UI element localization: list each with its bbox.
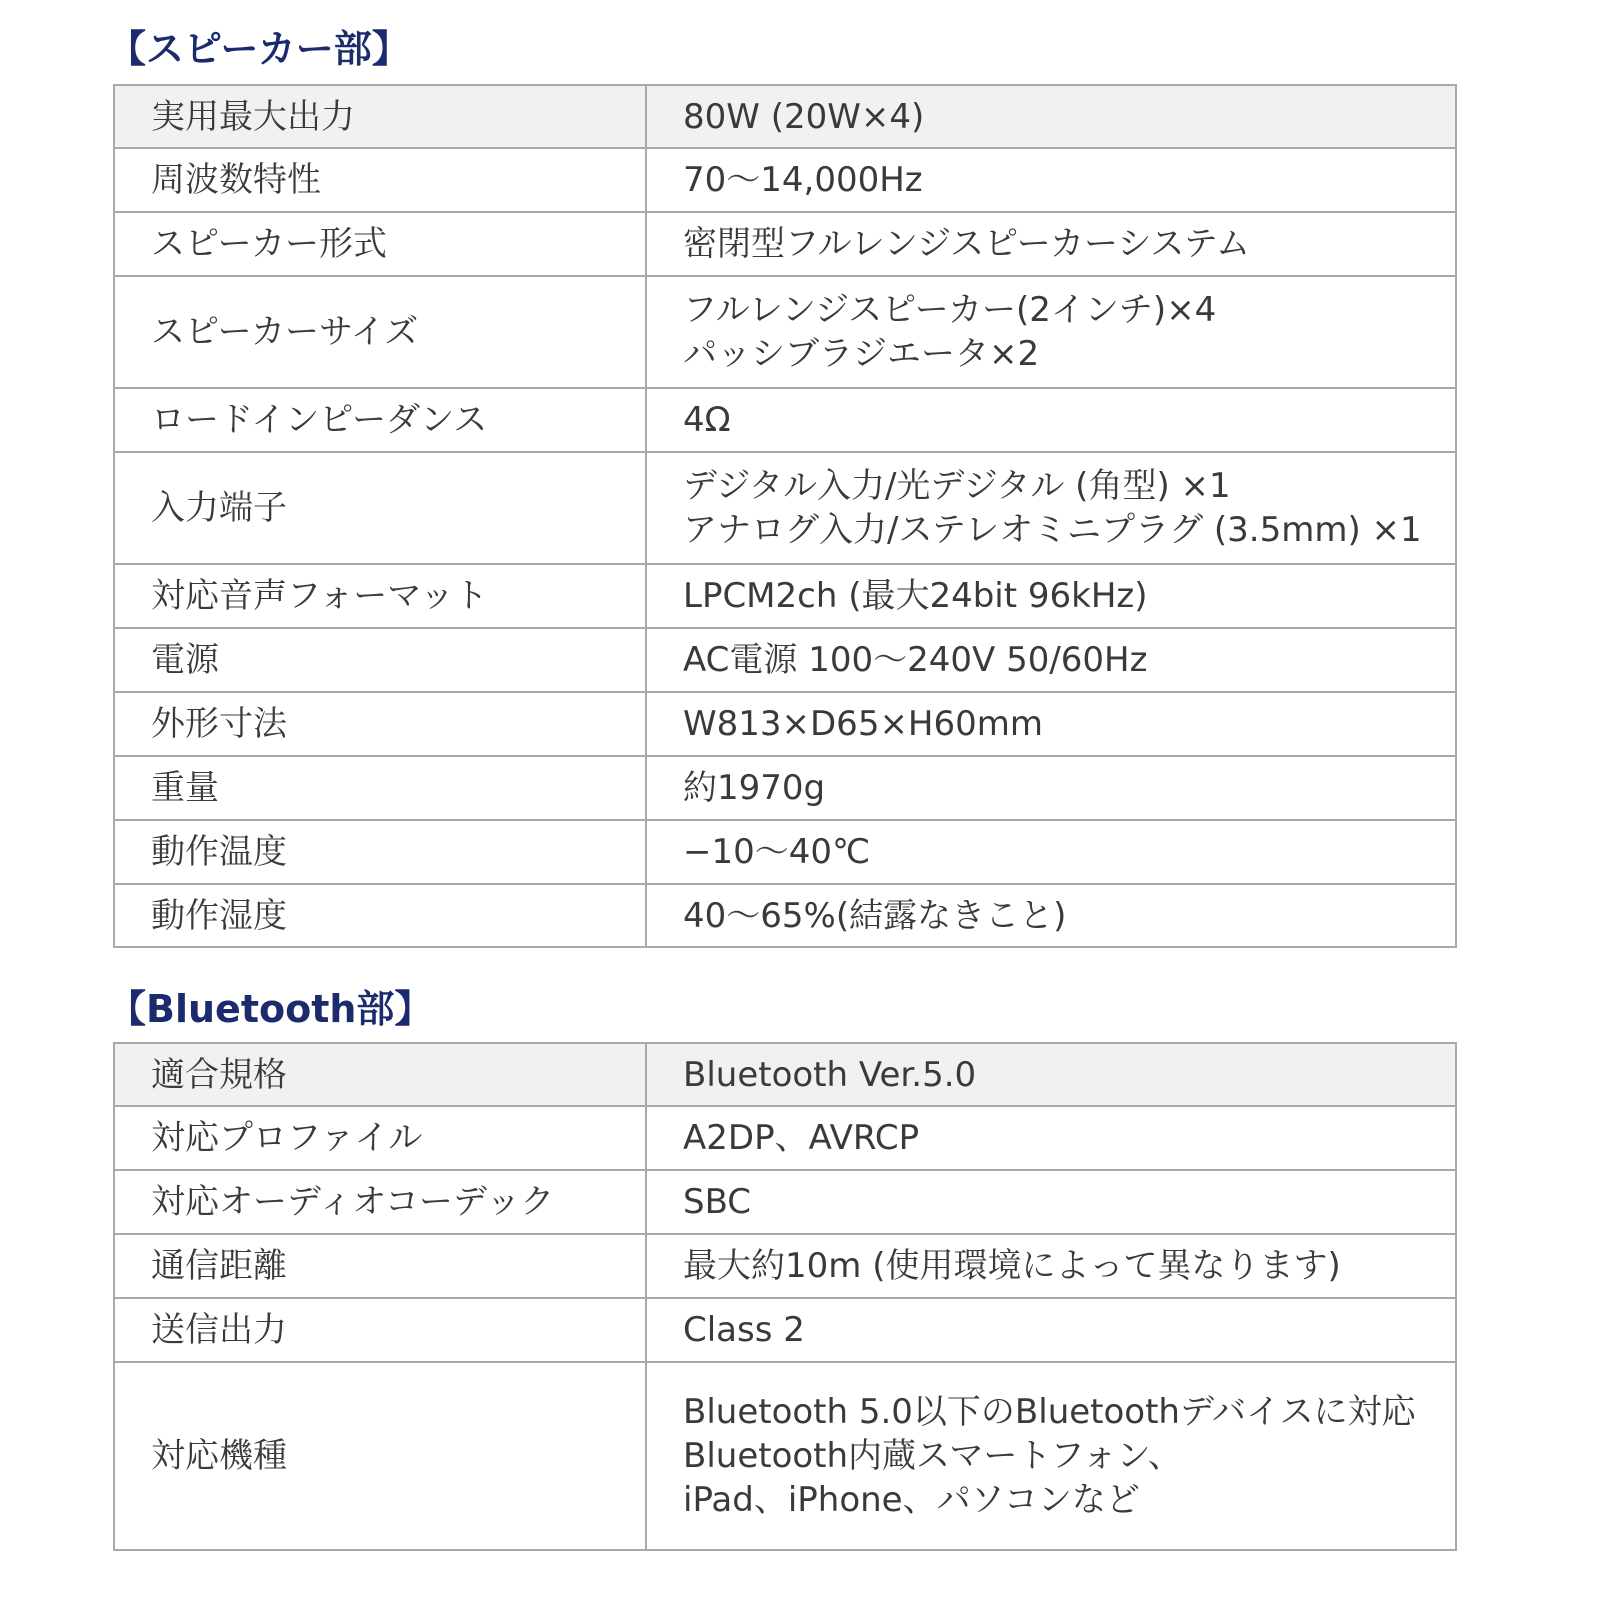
spec-value-line: 密閉型フルレンジスピーカーシステム	[683, 224, 1250, 264]
spec-value-line: AC電源 100〜240V 50/60Hz	[683, 640, 1148, 680]
spec-row	[114, 1170, 1456, 1234]
spec-row	[114, 564, 1456, 628]
spec-value-line: Class 2	[683, 1310, 805, 1350]
spec-row	[114, 820, 1456, 884]
speaker-spec-table	[113, 84, 1457, 948]
spec-row	[114, 1043, 1456, 1106]
spec-row	[114, 452, 1456, 564]
spec-value-line: Bluetooth 5.0以下のBluetoothデバイスに対応	[683, 1392, 1416, 1432]
speaker-section-title: 【スピーカー部】	[108, 27, 410, 71]
spec-value	[646, 276, 1456, 388]
spec-value-line: 40〜65%(結露なきこと)	[683, 895, 1067, 936]
spec-label: スピーカーサイズ	[114, 276, 646, 388]
spec-row	[114, 1362, 1456, 1550]
spec-value-line: 約1970g	[683, 768, 826, 808]
spec-row	[114, 276, 1456, 388]
spec-value	[646, 1106, 1456, 1170]
spec-row	[114, 148, 1456, 212]
spec-value-line: 80W (20W×4)	[683, 96, 925, 137]
spec-value	[646, 148, 1456, 212]
spec-value-line: −10〜40℃	[683, 832, 871, 872]
spec-value	[646, 452, 1456, 564]
spec-label: 適合規格	[114, 1043, 646, 1106]
spec-value-line: A2DP、AVRCP	[683, 1118, 920, 1158]
spec-row	[114, 1106, 1456, 1170]
spec-value	[646, 1362, 1456, 1550]
spec-label: 送信出力	[114, 1298, 646, 1362]
spec-value	[646, 85, 1456, 148]
spec-value-line: Bluetooth Ver.5.0	[683, 1054, 977, 1095]
spec-value-line: Bluetooth内蔵スマートフォン、	[683, 1436, 1182, 1476]
spec-row	[114, 388, 1456, 452]
spec-value	[646, 1298, 1456, 1362]
spec-row	[114, 1234, 1456, 1298]
spec-label: 外形寸法	[114, 692, 646, 756]
spec-value	[646, 388, 1456, 452]
spec-value	[646, 692, 1456, 756]
spec-label: 対応機種	[114, 1362, 646, 1550]
spec-label: ロードインピーダンス	[114, 388, 646, 452]
spec-label: 通信距離	[114, 1234, 646, 1298]
spec-value	[646, 628, 1456, 692]
spec-value-line: LPCM2ch (最大24bit 96kHz)	[683, 576, 1148, 616]
spec-label: 対応プロファイル	[114, 1106, 646, 1170]
spec-value-line: 70〜14,000Hz	[683, 160, 923, 200]
spec-label: 重量	[114, 756, 646, 820]
spec-value	[646, 1043, 1456, 1106]
spec-value-line: 最大約10m (使用環境によって異なります)	[683, 1246, 1341, 1286]
spec-label: 実用最大出力	[114, 85, 646, 148]
spec-value-line: パッシブラジエータ×2	[683, 334, 1040, 374]
spec-value-line: W813×D65×H60mm	[683, 704, 1044, 744]
spec-value-line: iPad、iPhone、パソコンなど	[683, 1480, 1140, 1520]
spec-row	[114, 1298, 1456, 1362]
spec-label: スピーカー形式	[114, 212, 646, 276]
spec-row	[114, 212, 1456, 276]
spec-value-line: デジタル入力/光デジタル (角型) ×1	[683, 466, 1231, 506]
spec-value	[646, 564, 1456, 628]
spec-label: 周波数特性	[114, 148, 646, 212]
spec-value	[646, 1170, 1456, 1234]
spec-row	[114, 628, 1456, 692]
spec-row	[114, 85, 1456, 148]
spec-value	[646, 756, 1456, 820]
spec-row	[114, 692, 1456, 756]
spec-label: 電源	[114, 628, 646, 692]
spec-value-line: 4Ω	[683, 400, 731, 440]
spec-row	[114, 884, 1456, 947]
spec-value	[646, 1234, 1456, 1298]
spec-label: 動作湿度	[114, 884, 646, 947]
spec-value	[646, 820, 1456, 884]
spec-label: 対応音声フォーマット	[114, 564, 646, 628]
bluetooth-section-title: 【Bluetooth部】	[108, 987, 433, 1031]
spec-value-line: フルレンジスピーカー(2インチ)×4	[683, 290, 1217, 330]
spec-row	[114, 756, 1456, 820]
spec-label: 入力端子	[114, 452, 646, 564]
bluetooth-spec-table	[113, 1042, 1457, 1551]
spec-label: 動作温度	[114, 820, 646, 884]
spec-value	[646, 212, 1456, 276]
spec-value	[646, 884, 1456, 947]
spec-label: 対応オーディオコーデック	[114, 1170, 646, 1234]
spec-value-line: SBC	[683, 1182, 752, 1222]
spec-value-line: アナログ入力/ステレオミニプラグ (3.5mm) ×1	[683, 510, 1422, 550]
